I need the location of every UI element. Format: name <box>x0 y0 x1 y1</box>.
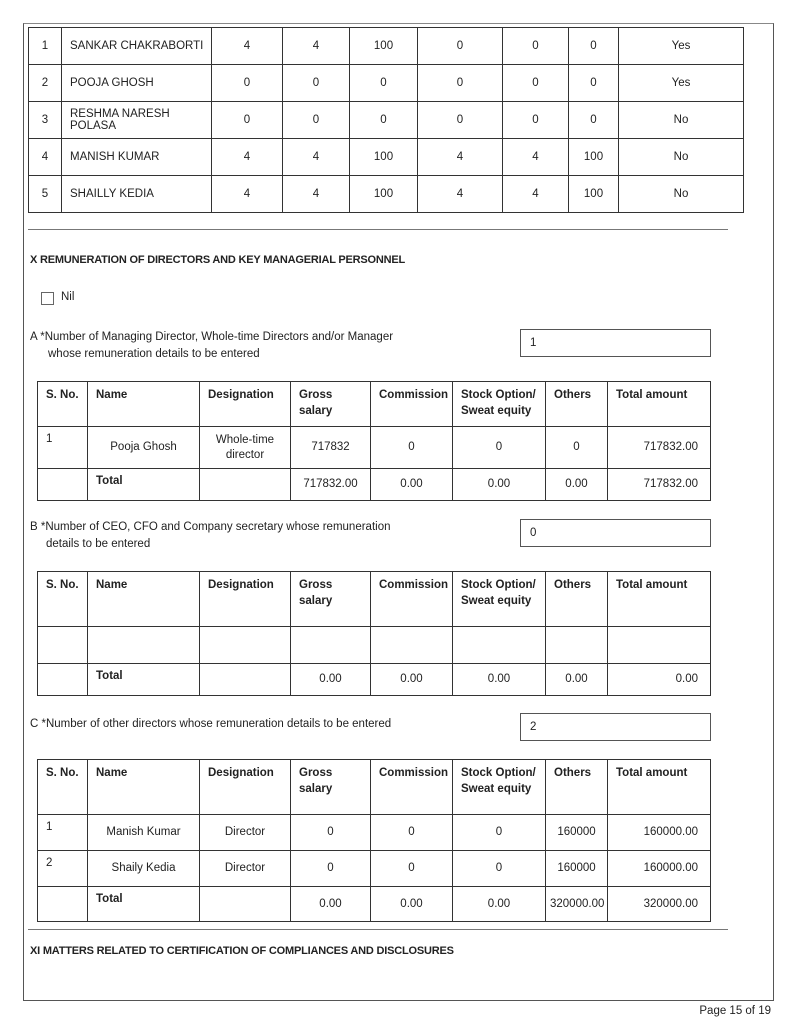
cell-c1: 4 <box>212 28 283 65</box>
cell-c7: Yes <box>619 28 744 65</box>
total-label: Total <box>88 664 200 696</box>
cell-sno: 2 <box>29 65 62 102</box>
cell-sno: 4 <box>29 139 62 176</box>
cell-others: 160000 <box>546 851 608 887</box>
header-gross: Gross salary <box>291 760 371 815</box>
empty-cell <box>371 627 453 664</box>
divider <box>28 229 728 230</box>
cell-sno: 2 <box>38 851 88 887</box>
cell-designation <box>200 469 291 501</box>
section-x-title: X REMUNERATION OF DIRECTORS AND KEY MANAGERIAL PERSONNEL <box>30 254 406 266</box>
nil-label: Nil <box>61 291 75 303</box>
cell-total: 160000.00 <box>608 851 711 887</box>
cell-gross: 717832 <box>291 427 371 469</box>
header-commission: Commission <box>371 572 453 627</box>
cell-c4: 4 <box>418 139 503 176</box>
table-row <box>29 65 744 102</box>
header-name: Name <box>88 760 200 815</box>
table-row <box>38 427 711 469</box>
header-designation: Designation <box>200 760 291 815</box>
cell-c5: 0 <box>503 28 569 65</box>
cell-c1: 4 <box>212 139 283 176</box>
header-stock: Stock Option/ Sweat equity <box>453 572 546 627</box>
cell-stock: 0 <box>453 815 546 851</box>
cell-c7: No <box>619 176 744 213</box>
cell-c5: 4 <box>503 176 569 213</box>
table-row <box>38 851 711 887</box>
table-row <box>29 28 744 65</box>
cell-sno <box>38 469 88 501</box>
cell-c1: 4 <box>212 176 283 213</box>
total-row <box>38 887 711 922</box>
header-commission: Commission <box>371 382 453 427</box>
cell-sno <box>38 664 88 696</box>
cell-c4: 0 <box>418 65 503 102</box>
cell-sno: 5 <box>29 176 62 213</box>
cell-c6: 100 <box>569 139 619 176</box>
cell-sno: 1 <box>29 28 62 65</box>
cell-name: POOJA GHOSH <box>62 65 212 102</box>
part-b-question-line1: B *Number of CEO, CFO and Company secretary whose remuneration <box>30 521 391 533</box>
cell-commission: 0 <box>371 815 453 851</box>
cell-c3: 0 <box>350 102 418 139</box>
part-a-question <box>30 329 393 363</box>
section-xi-title: XI MATTERS RELATED TO CERTIFICATION OF COMPLIANCES AND DISCLOSURES <box>30 945 454 957</box>
part-a-question-line1: A *Number of Managing Director, Whole-time Directors and/or Manager <box>30 331 394 343</box>
header-sno: S. No. <box>38 382 88 427</box>
cell-c7: No <box>619 102 744 139</box>
cell-name: Shaily Kedia <box>88 851 200 887</box>
cell-c3: 0 <box>350 65 418 102</box>
empty-cell <box>88 627 200 664</box>
total-label: Total <box>88 887 200 922</box>
table-row <box>29 102 744 139</box>
total-gross: 0.00 <box>291 887 371 922</box>
total-stock: 0.00 <box>453 469 546 501</box>
cell-c2: 4 <box>283 139 350 176</box>
cell-c6: 0 <box>569 65 619 102</box>
cell-sno: 1 <box>38 427 88 469</box>
cell-designation: Whole-time director <box>200 427 291 469</box>
total-others: 320000.00 <box>546 887 608 922</box>
total-gross: 717832.00 <box>291 469 371 501</box>
header-designation: Designation <box>200 572 291 627</box>
total-total: 320000.00 <box>608 887 711 922</box>
header-stock: Stock Option/ Sweat equity <box>453 382 546 427</box>
header-total: Total amount <box>608 760 711 815</box>
part-a-count-field[interactable]: 1 <box>520 329 711 357</box>
empty-cell <box>38 627 88 664</box>
table-row <box>29 139 744 176</box>
total-total: 0.00 <box>608 664 711 696</box>
cell-c6: 0 <box>569 102 619 139</box>
attendance-table <box>28 27 744 213</box>
total-commission: 0.00 <box>371 664 453 696</box>
cell-c1: 0 <box>212 102 283 139</box>
cell-c5: 0 <box>503 65 569 102</box>
total-row <box>38 469 711 501</box>
cell-c4: 0 <box>418 28 503 65</box>
cell-c2: 0 <box>283 65 350 102</box>
total-label: Total <box>88 469 200 501</box>
cell-sno: 1 <box>38 815 88 851</box>
cell-c1: 0 <box>212 65 283 102</box>
part-a-question-line2: whose remuneration details to be entered <box>48 348 260 360</box>
cell-total: 160000.00 <box>608 815 711 851</box>
cell-sno <box>38 887 88 922</box>
total-row <box>38 664 711 696</box>
part-b-table <box>37 571 711 696</box>
header-sno: S. No. <box>38 760 88 815</box>
part-c-count-field[interactable]: 2 <box>520 713 711 741</box>
header-others: Others <box>546 760 608 815</box>
divider <box>28 929 728 930</box>
total-total: 717832.00 <box>608 469 711 501</box>
header-gross: Gross salary <box>291 572 371 627</box>
total-stock: 0.00 <box>453 887 546 922</box>
header-name: Name <box>88 382 200 427</box>
cell-c2: 4 <box>283 176 350 213</box>
cell-designation: Director <box>200 851 291 887</box>
empty-cell <box>453 627 546 664</box>
cell-commission: 0 <box>371 851 453 887</box>
part-c-question: C *Number of other directors whose remuneration details to be entered <box>30 718 392 730</box>
header-gross: Gross salary <box>291 382 371 427</box>
cell-name: MANISH KUMAR <box>62 139 212 176</box>
header-others: Others <box>546 382 608 427</box>
total-commission: 0.00 <box>371 469 453 501</box>
header-total: Total amount <box>608 382 711 427</box>
cell-designation: Director <box>200 815 291 851</box>
table-row <box>38 815 711 851</box>
part-c-table <box>37 759 711 922</box>
cell-c7: No <box>619 139 744 176</box>
empty-row <box>38 627 711 664</box>
header-total: Total amount <box>608 572 711 627</box>
cell-c4: 4 <box>418 176 503 213</box>
header-commission: Commission <box>371 760 453 815</box>
empty-cell <box>608 627 711 664</box>
cell-total: 717832.00 <box>608 427 711 469</box>
nil-checkbox[interactable] <box>41 292 54 305</box>
cell-name: RESHMA NARESH POLASA <box>62 102 212 139</box>
cell-c6: 0 <box>569 28 619 65</box>
part-b-question-line2: details to be entered <box>46 538 151 550</box>
cell-stock: 0 <box>453 851 546 887</box>
cell-name: SHAILLY KEDIA <box>62 176 212 213</box>
cell-c5: 4 <box>503 139 569 176</box>
cell-c3: 100 <box>350 176 418 213</box>
cell-c2: 4 <box>283 28 350 65</box>
total-others: 0.00 <box>546 664 608 696</box>
cell-c5: 0 <box>503 102 569 139</box>
total-commission: 0.00 <box>371 887 453 922</box>
cell-sno: 3 <box>29 102 62 139</box>
cell-gross: 0 <box>291 815 371 851</box>
cell-c4: 0 <box>418 102 503 139</box>
total-others: 0.00 <box>546 469 608 501</box>
header-stock: Stock Option/ Sweat equity <box>453 760 546 815</box>
cell-commission: 0 <box>371 427 453 469</box>
cell-c2: 0 <box>283 102 350 139</box>
part-b-question <box>30 519 390 553</box>
table-row <box>29 176 744 213</box>
total-stock: 0.00 <box>453 664 546 696</box>
empty-cell <box>546 627 608 664</box>
part-a-table <box>37 381 711 501</box>
empty-cell <box>291 627 371 664</box>
cell-others: 160000 <box>546 815 608 851</box>
cell-stock: 0 <box>453 427 546 469</box>
cell-others: 0 <box>546 427 608 469</box>
cell-c3: 100 <box>350 139 418 176</box>
header-designation: Designation <box>200 382 291 427</box>
page-number: Page 15 of 19 <box>699 1005 771 1017</box>
cell-c3: 100 <box>350 28 418 65</box>
cell-designation <box>200 887 291 922</box>
header-others: Others <box>546 572 608 627</box>
empty-cell <box>200 627 291 664</box>
total-gross: 0.00 <box>291 664 371 696</box>
cell-name: Manish Kumar <box>88 815 200 851</box>
header-sno: S. No. <box>38 572 88 627</box>
cell-name: SANKAR CHAKRABORTI <box>62 28 212 65</box>
cell-name: Pooja Ghosh <box>88 427 200 469</box>
header-name: Name <box>88 572 200 627</box>
cell-gross: 0 <box>291 851 371 887</box>
cell-designation <box>200 664 291 696</box>
part-b-count-field[interactable]: 0 <box>520 519 711 547</box>
cell-c7: Yes <box>619 65 744 102</box>
cell-c6: 100 <box>569 176 619 213</box>
